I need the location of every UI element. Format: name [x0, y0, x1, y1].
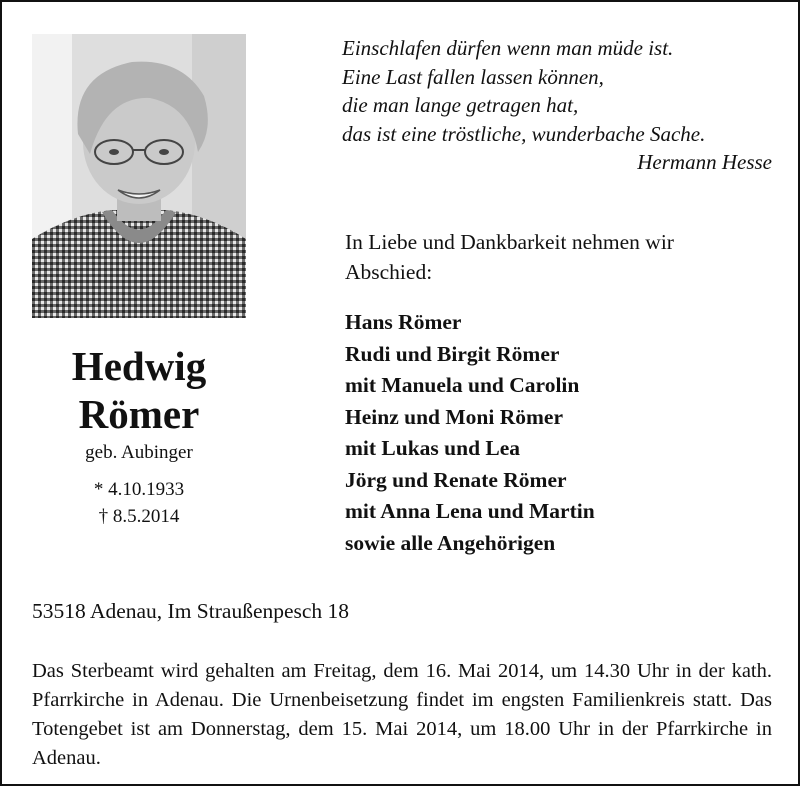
poem-line: die man lange getragen hat,	[342, 93, 579, 117]
mourner-line: mit Lukas und Lea	[345, 436, 521, 460]
birth-date: * 4.10.1933	[93, 479, 185, 500]
poem-line: Eine Last fallen lassen können,	[342, 64, 604, 89]
mourner-line: sowie alle Angehörigen	[345, 530, 556, 555]
deceased-first-name: Hedwig	[71, 343, 207, 389]
intro-line-2: Abschied:	[345, 260, 433, 284]
life-dates	[32, 476, 246, 530]
mourners-list	[345, 307, 775, 559]
mourner-line: mit Anna Lena und Martin	[345, 499, 595, 523]
deceased-last-name: Römer	[78, 391, 200, 437]
deceased-info	[32, 342, 246, 530]
mourner-line: Heinz und Moni Römer	[345, 404, 563, 429]
poem-author: Hermann Hesse	[637, 150, 772, 174]
address: 53518 Adenau, Im Straußenpesch 18	[32, 599, 350, 623]
farewell-intro	[345, 227, 775, 287]
mourner-line: mit Manuela und Carolin	[345, 373, 580, 397]
mourner-line: Rudi und Birgit Römer	[345, 341, 560, 366]
poem-quote	[342, 34, 772, 177]
portrait-photo	[32, 34, 246, 318]
death-date: † 8.5.2014	[98, 506, 180, 527]
maiden-name: geb. Aubinger	[85, 442, 193, 463]
funeral-details: Das Sterbeamt wird gehalten am Freitag, dem 16. Mai 2014, um 14.30 Uhr in der kath. Pfarrkirche in Adenau. Die Urnenbeisetzung findet im engsten Familienkreis statt. Das Totengebet ist am Donnerstag, dem 15. Mai 2014, um 18.00 Uhr in der Pfarrkirche in Adenau.	[32, 660, 772, 769]
mourner-line: Hans Römer	[345, 310, 462, 334]
intro-line-1: In Liebe und Dankbarkeit nehmen wir	[345, 230, 674, 254]
mourner-line: Jörg und Renate Römer	[345, 467, 567, 492]
poem-line: das ist eine tröstliche, wunderbache Sache.	[342, 121, 706, 146]
poem-line: Einschlafen dürfen wenn man müde ist.	[342, 36, 674, 60]
